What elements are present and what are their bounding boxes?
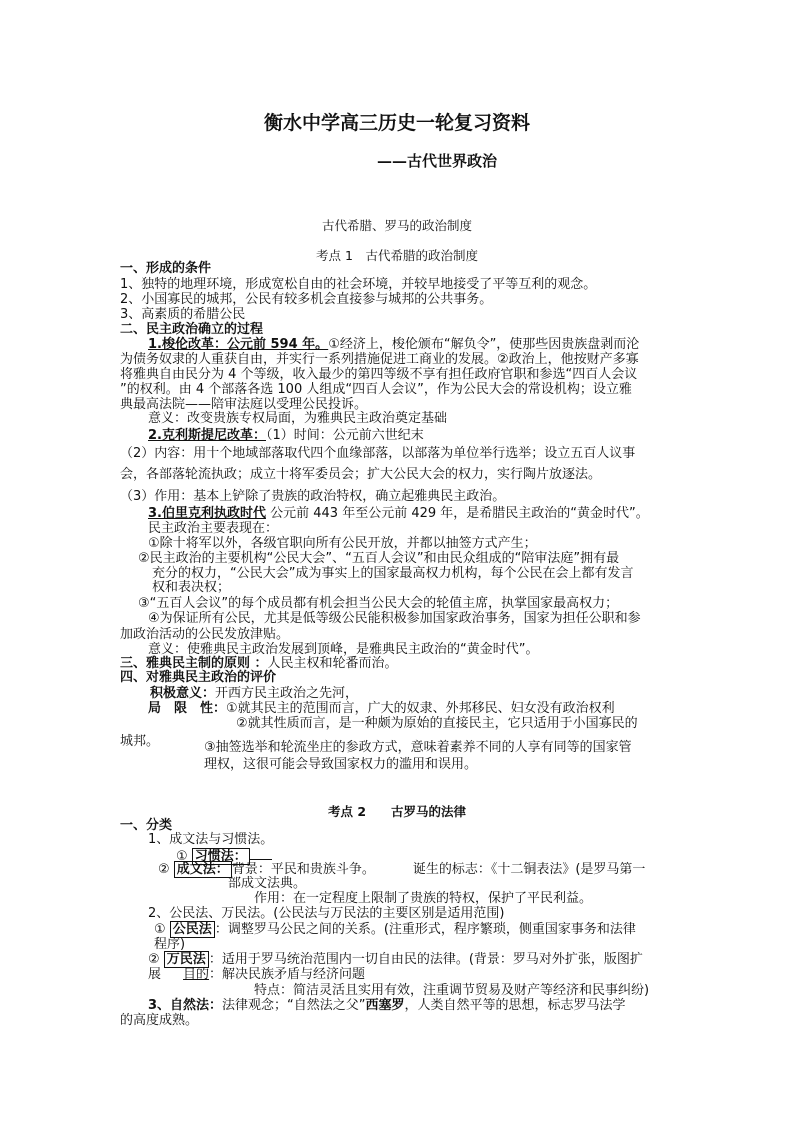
civil-law-text: ：调整罗马公民之间的关系。(注重形式，程序繁琐，侧重国家事务和法律	[214, 922, 636, 937]
positive-text: 开西方民主政治之先河，	[215, 686, 359, 701]
kp1-heading-2: 二、民主政治确立的过程	[120, 322, 264, 337]
kp1-title: 考点 1 古代希腊的政治制度	[316, 248, 478, 263]
solon-text-1: ①经济上，梭伦颁布“解负令”，使那些因贵族盘剥而沦	[328, 337, 640, 352]
civil-law-text-2: 程序)	[154, 937, 186, 952]
section-title: 古代希腊、罗马的政治制度	[321, 218, 472, 233]
peri-sub: 民主政治主要表现在：	[148, 521, 279, 536]
peri-meaning: 意义：使雅典民主政治发展到顶峰，是雅典民主政治的“黄金时代”。	[148, 642, 539, 657]
civil-law-line	[154, 922, 636, 938]
positive-line	[150, 686, 358, 702]
cleis-content-2: 会，各部落轮流执政；成立十将军委员会；扩大公民大会的权力，实行陶片放逐法。	[120, 467, 602, 482]
solon-line-5: 典最高法院——陪审法庭以受理公民投诉。	[120, 397, 368, 412]
solon-line-3: 将雅典自由民分为 4 个等级，收入最少的第四等级不享有担任政府官职和参选“四百人会议	[120, 367, 638, 382]
cleis-time: （1）时间：公元前六世纪末	[265, 428, 424, 443]
peri-item-3: ③“五百人会议”的每个成员都有机会担当公民大会的轮值主席，执掌国家最高权力；	[138, 596, 619, 611]
written-law-num: ②	[158, 862, 170, 877]
peri-item-4b: 加政治活动的公民发放津贴。	[120, 627, 290, 642]
natural-law-text-3: 的高度成熟。	[120, 1013, 199, 1028]
cleis-effect: （3）作用：基本上铲除了贵族的政治特权，确立起雅典民主政治。	[120, 489, 506, 504]
limit-label: 局 限 性：	[148, 701, 227, 716]
peri-label: 3.伯里克利执政时代	[148, 506, 266, 521]
gent-law-aim-line	[148, 967, 365, 983]
civil-law-label: 公民法	[170, 921, 215, 938]
kp2-title: 考点 2 古罗马的法律	[327, 804, 467, 819]
document-subtitle: ——古代世界政治	[376, 152, 497, 170]
kp1-heading-4: 四、对雅典民主政治的评价	[120, 670, 277, 685]
natural-law-name: 西塞罗	[365, 998, 405, 1013]
positive-label: 积极意义：	[150, 686, 216, 701]
principle-text: 人民主权和轮番而治。	[267, 656, 398, 671]
solon-meaning: 意义：改变贵族专权局面，为雅典民主政治奠定基础	[148, 411, 448, 426]
peri-line	[148, 506, 649, 522]
gent-law-feature: 特点：简洁灵活且实用有效，注重调节贸易及财产等经济和民事纠纷)	[254, 983, 650, 998]
document-title: 衡水中学高三历史一轮复习资料	[263, 112, 530, 134]
gent-law-text: ：适用于罗马统治范围内一切自由民的法律。(背景：罗马对外扩张，版图扩	[208, 952, 643, 967]
kp2-item-1: 1、成文法与习惯法。	[148, 832, 274, 847]
custom-law-num: ①	[176, 849, 188, 864]
kp1-condition-3: 3、高素质的希腊公民	[120, 307, 246, 322]
limit-text-3a: ③抽签选举和轮流坐庄的参政方式，意味着素养不同的人享有同等的国家管	[204, 740, 632, 755]
peri-item-2b: 充分的权力，“公民大会”成为事实上的国家最高权力机构，每个公民在会上都有发言	[152, 566, 634, 581]
cleis-content-1: （2）内容：用十个地域部落取代四个血缘部落，以部落为单位举行选举；设立五百人议事	[120, 446, 636, 461]
kp1-condition-2: 2、小国寡民的城邦，公民有较多机会直接参与城邦的公共事务。	[120, 292, 493, 307]
custom-law-label: 习惯法：	[192, 848, 250, 865]
gent-law-label: 万民法	[164, 951, 209, 968]
peri-item-2c: 权和表决权；	[152, 580, 231, 595]
kp1-heading-1: 一、形成的条件	[120, 261, 212, 276]
natural-law-text-2: ，人类自然平等的思想，标志罗马法学	[404, 998, 626, 1013]
peri-item-1: ①除十将军以外，各级官职向所有公民开放，并都以抽签方式产生；	[148, 536, 537, 551]
limit-text-3b: 理权，这很可能会导致国家权力的滥用和误用。	[204, 757, 478, 772]
written-law-mark-2: 部成文法典。	[228, 876, 307, 891]
solon-line-1	[148, 337, 639, 353]
cleis-label: 2.克利斯提尼改革：	[148, 428, 266, 443]
peri-item-4a: ④为保证所有公民，尤其是低等级公民能积极参加国家政治事务，国家为担任公职和参	[148, 611, 641, 626]
limit-text-1: ①就其民主的范围而言，广大的奴隶、外邦移民、妇女没有政治权利	[226, 701, 615, 716]
gent-law-line	[148, 952, 643, 968]
written-law-bg: 背景：平民和贵族斗争。	[231, 862, 375, 877]
solon-line-2: 为债务奴隶的人重获自由，并实行一系列措施促进工商业的发展。②政治上，他按财产多寡	[120, 352, 639, 367]
solon-label: 1.梭伦改革：公元前 594 年。	[148, 337, 329, 352]
peri-text: 公元前 443 年至公元前 429 年，是希腊民主政治的“黄金时代”。	[270, 506, 649, 521]
limit-line-1	[148, 701, 615, 717]
gent-aim-text: ：解决民族矛盾与经济问题	[209, 967, 366, 982]
limit-text-2b: 城邦。	[120, 734, 160, 749]
gent-law-num: ②	[148, 952, 160, 967]
peri-item-2a: ②民主政治的主要机构“公民大会”、“五百人会议”和由民众组成的“陪审法庭”拥有最	[138, 551, 620, 566]
principle-label: 三、雅典民主制的原则 ：	[120, 656, 268, 671]
kp1-condition-1: 1、独特的地理环境，形成宽松自由的社会环境，并较早地接受了平等互利的观念。	[120, 277, 597, 292]
written-law-label: 成文法：	[174, 861, 232, 878]
natural-law-text: 法律观念；“自然法之父”	[222, 998, 366, 1013]
natural-law-line	[148, 998, 626, 1014]
kp2-item-2: 2、公民法、万民法。(公民法与万民法的主要区别是适用范围)	[148, 906, 505, 921]
gent-law-text-2a: 展	[148, 967, 162, 982]
solon-line-4: ”的权利。由 4 个部落各选 100 人组成“四百人会议”，作为公民大会的常设机构；设立雅	[120, 382, 632, 397]
cleis-line	[148, 428, 424, 444]
natural-law-label: 3、自然法：	[148, 998, 223, 1013]
gent-aim-label: 目的	[183, 967, 210, 982]
custom-law-blank	[250, 847, 272, 860]
civil-law-num: ①	[154, 922, 166, 937]
written-law-mark: 诞生的标志：《十二铜表法》(是罗马第一	[412, 862, 646, 877]
written-law-effect: 作用：在一定程度上限制了贵族的特权，保护了平民利益。	[254, 891, 593, 906]
kp2-heading-1: 一、分类	[120, 818, 173, 833]
limit-text-2a: ②就其性质而言，是一种颇为原始的直接民主，它只适用于小国寡民的	[236, 716, 638, 731]
